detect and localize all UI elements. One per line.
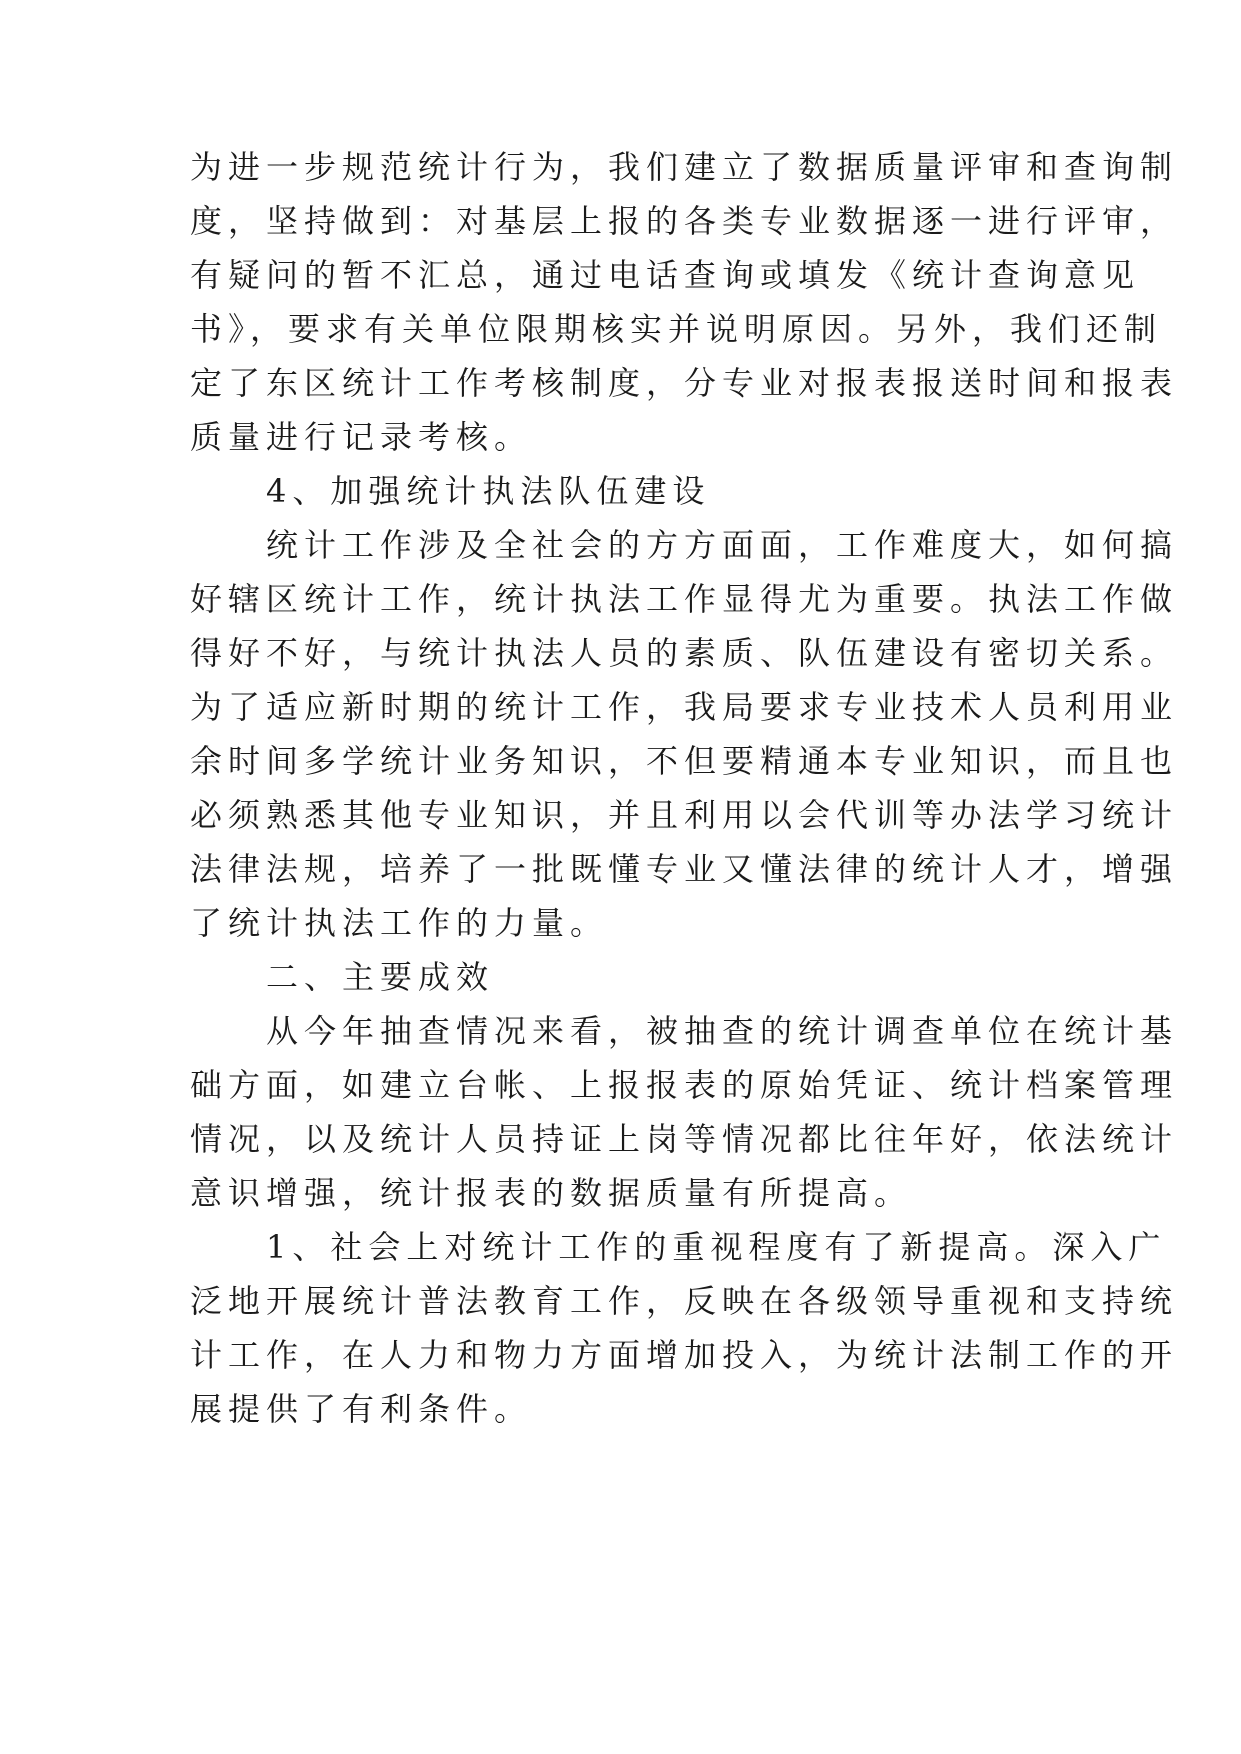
text-line: 定了东区统计工作考核制度，分专业对报表报送时间和报表	[190, 364, 1179, 402]
text-line: 度，坚持做到：对基层上报的各类专业数据逐一进行评审，	[190, 202, 1179, 240]
text-line: 泛地开展统计普法教育工作，反映在各级领导重视和支持统	[190, 1282, 1179, 1320]
text-line: 有疑问的暂不汇总，通过电话查询或填发《统计查询意见	[190, 256, 1141, 294]
text-line: 书》，要求有关单位限期核实并说明原因。另外，我们还制	[190, 310, 1163, 348]
text-line: 了统计执法工作的力量。	[190, 904, 609, 942]
text-line: 得好不好，与统计执法人员的素质、队伍建设有密切关系。	[190, 634, 1179, 672]
text-line: 1、社会上对统计工作的重视程度有了新提高。深入广	[190, 1228, 1167, 1266]
text-line: 好辖区统计工作，统计执法工作显得尤为重要。执法工作做	[190, 580, 1179, 618]
text-line: 础方面，如建立台帐、上报报表的原始凭证、统计档案管理	[190, 1066, 1179, 1104]
text-line: 情况，以及统计人员持证上岗等情况都比往年好，依法统计	[190, 1120, 1179, 1158]
text-line: 为进一步规范统计行为，我们建立了数据质量评审和查询制	[190, 148, 1179, 186]
text-line: 余时间多学统计业务知识，不但要精通本专业知识，而且也	[190, 742, 1179, 780]
text-line: 质量进行记录考核。	[190, 418, 533, 456]
text-line: 法律法规，培养了一批既懂专业又懂法律的统计人才，增强	[190, 850, 1179, 888]
section-heading: 二、主要成效	[190, 958, 495, 996]
text-line: 为了适应新时期的统计工作，我局要求专业技术人员利用业	[190, 688, 1179, 726]
text-line: 展提供了有利条件。	[190, 1390, 533, 1428]
text-line: 从今年抽查情况来看，被抽查的统计调查单位在统计基	[190, 1012, 1179, 1050]
text-line: 意识增强，统计报表的数据质量有所提高。	[190, 1174, 913, 1212]
text-line: 必须熟悉其他专业知识，并且利用以会代训等办法学习统计	[190, 796, 1179, 834]
text-line: 计工作，在人力和物力方面增加投入，为统计法制工作的开	[190, 1336, 1179, 1374]
text-line: 统计工作涉及全社会的方方面面，工作难度大，如何搞	[190, 526, 1179, 564]
section-heading: 4、加强统计执法队伍建设	[190, 472, 711, 510]
